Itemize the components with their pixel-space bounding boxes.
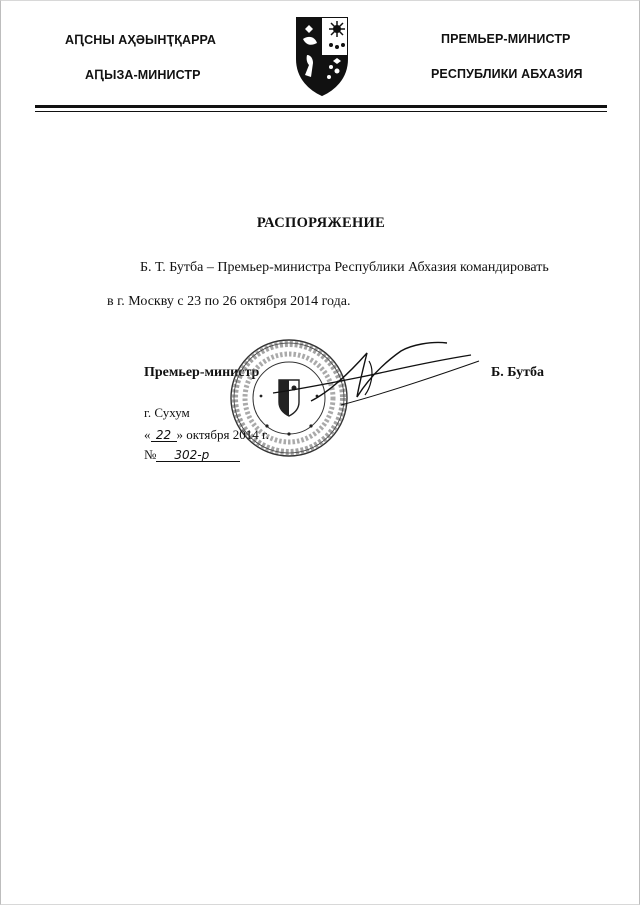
paragraph-line-2: в г. Москву с 23 по 26 октября 2014 года. [107, 294, 351, 309]
place-of-signing: г. Сухум [144, 405, 190, 420]
header-divider-thin [35, 111, 607, 112]
header-right-line2: РЕСПУБЛИКИ АБХАЗИЯ [431, 67, 583, 81]
number-value-handwritten: 302-р [156, 449, 240, 462]
signatory-name: Б. Бутба [491, 365, 545, 380]
paragraph-line-1: Б. Т. Бутба – Премьер-министра Республики Абхазия командировать [140, 260, 549, 275]
document-title: РАСПОРЯЖЕНИЕ [256, 215, 386, 231]
signatory-position: Премьер-министр [144, 365, 260, 380]
header-right-line1: ПРЕМЬЕР-МИНИСТР [441, 32, 571, 46]
date-month-year: » октября 2014 г. [176, 427, 270, 442]
coat-of-arms-icon [293, 15, 351, 97]
number-label: № [144, 447, 157, 462]
header-left-line2: АԤЫЗА-МИНИСТР [85, 68, 201, 82]
handwritten-signature-icon [271, 331, 481, 411]
date-day-handwritten: 22 [151, 429, 177, 442]
header-divider-thick [35, 105, 607, 108]
header-left-line1: АԤСНЫ АҲӘЫНҬҚАРРА [65, 33, 217, 47]
document-number [144, 447, 240, 463]
date-open-quote: « [144, 427, 151, 442]
document-date [144, 427, 269, 443]
